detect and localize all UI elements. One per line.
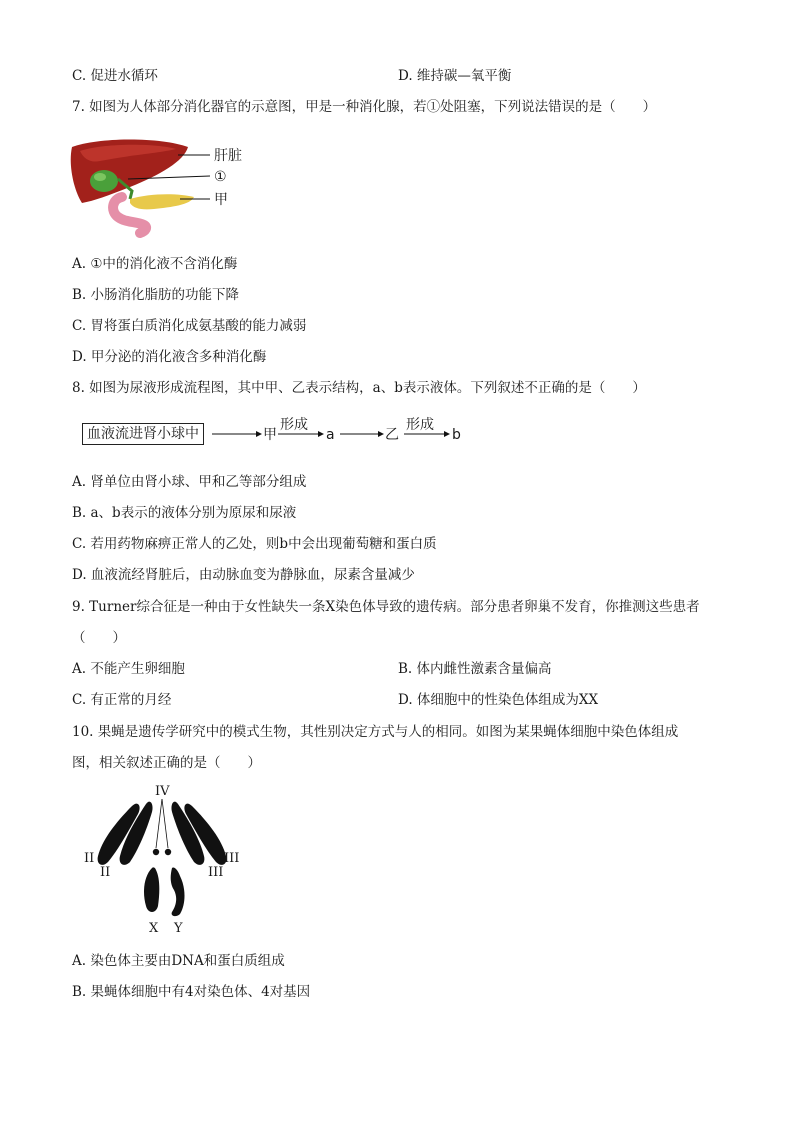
label-ii-outer: II [84,851,95,866]
q10-option-b: B. 果蝇体细胞中有4对染色体、4对基因 [72,984,311,1000]
label-jia: 甲 [214,192,228,208]
flow-yi: 乙 [385,427,399,443]
q8-option-a: A. 肾单位由肾小球、甲和乙等部分组成 [72,474,307,490]
q10-stem-line1: 10. 果蝇是遗传学研究中的模式生物，其性别决定方式与人的相同。如图为某果蝇体细胞中染色体组成 [72,724,679,740]
q9-option-d: D. 体细胞中的性染色体组成为XX [398,692,599,708]
label-iii-inner: III [208,865,224,880]
q7-option-a: A. ①中的消化液不含消化酶 [72,256,238,272]
q10-option-a: A. 染色体主要由DNA和蛋白质组成 [72,953,285,969]
flow-form-1: 形成 [280,417,308,433]
q10-stem-line2: 图，相关叙述正确的是（ ） [72,755,261,771]
q8-stem: 8. 如图为尿液形成流程图，其中甲、乙表示结构，a、b表示液体。下列叙述不正确的是（ ） [72,380,646,396]
q6-option-c: C. 促进水循环 [72,68,158,84]
q7-option-c: C. 胃将蛋白质消化成氨基酸的能力减弱 [72,318,307,334]
flow-a: a [326,427,335,443]
label-duct-1: ① [214,169,227,185]
q8-option-b: B. a、b表示的液体分别为原尿和尿液 [72,505,297,521]
q9-stem-line2: （ ） [72,630,126,646]
q8-option-c: C. 若用药物麻痹正常人的乙处，则b中会出现葡萄糖和蛋白质 [72,536,437,552]
q7-stem: 7. 如图为人体部分消化器官的示意图，甲是一种消化腺，若①处阻塞，下列说法错误的是（ ） [72,99,657,115]
urine-flow-diagram [212,414,472,448]
fruit-fly-chromosome-figure [80,780,250,940]
q8-option-d: D. 血液流经肾脏后，由动脉血变为静脉血，尿素含量减少 [72,567,415,583]
q6-option-d: D. 维持碳—氧平衡 [398,68,512,84]
q7-option-b: B. 小肠消化脂肪的功能下降 [72,287,240,303]
q9-option-b: B. 体内雌性激素含量偏高 [398,661,552,677]
flow-jia: 甲 [263,427,277,443]
q9-option-a: A. 不能产生卵细胞 [72,661,185,677]
q9-option-c: C. 有正常的月经 [72,692,172,708]
label-ii-inner: II [100,865,111,880]
digestive-organs-figure [60,135,260,235]
flow-form-2: 形成 [406,417,434,433]
flow-box-blood: 血液流进肾小球中 [82,423,204,445]
label-iv: IV [155,784,170,799]
flow-b: b [452,427,461,443]
label-iii-outer: III [224,851,240,866]
label-x: X [149,921,159,936]
q9-stem-line1: 9. Turner综合征是一种由于女性缺失一条X染色体导致的遗传病。部分患者卵巢不发育，你推测这些患者 [72,599,700,615]
q7-option-d: D. 甲分泌的消化液含多种消化酶 [72,349,267,365]
label-y: Y [174,921,183,936]
label-liver: 肝脏 [214,148,242,164]
